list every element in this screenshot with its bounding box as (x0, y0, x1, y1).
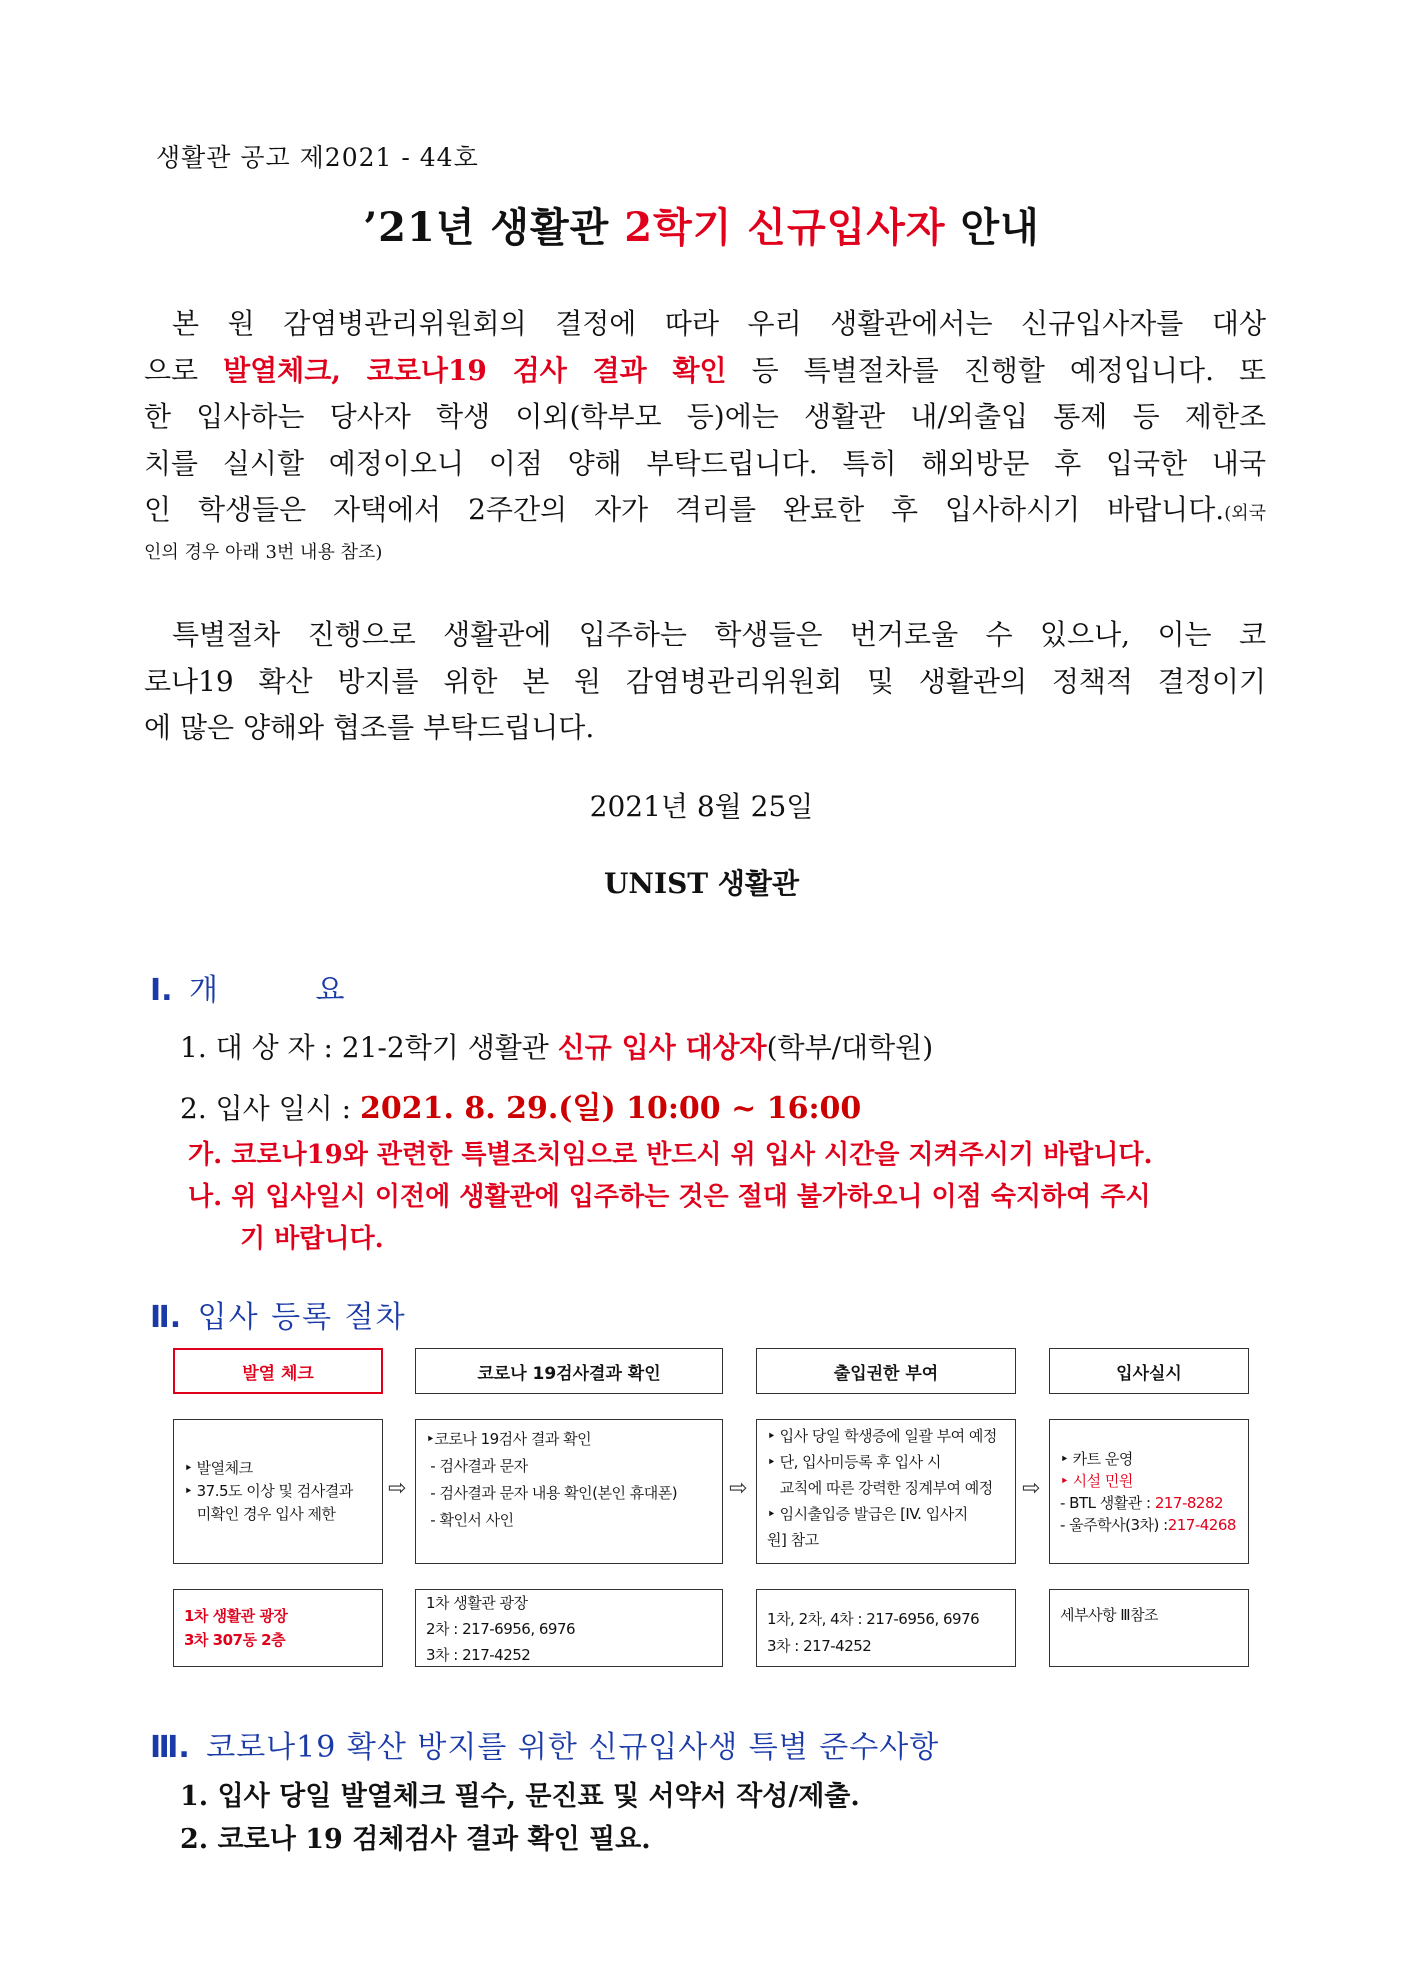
section-3-title: 코로나19 확산 방지를 위한 신규입사생 특별 준수사항 (206, 1730, 940, 1765)
step-2-location (415, 1589, 723, 1667)
location-line: 1차, 2차, 4차 : 217-6956, 6976 (767, 1610, 980, 1628)
target-suffix: (학부/대학원) (766, 1031, 934, 1064)
step-4-btl-phone: 217-8282 (1154, 1493, 1224, 1512)
policy-line-2: 로나19 확산 방지를 위한 본 원 감염병관리위원회 및 생활관의 정책적 결정이기 (144, 664, 1266, 698)
rule-item-2: 2. 코로나 19 검체검사 결과 확인 필요. (180, 1824, 651, 1855)
location-line: 3차 : 217-4252 (767, 1637, 872, 1655)
notice-date: 2021년 8월 25일 (589, 790, 814, 823)
intro-line-2c: 등 특별절차를 진행할 예정입니다. 또 (726, 353, 1266, 387)
section-1-heading (150, 965, 389, 1009)
location-line: 3차 307동 2층 (184, 1631, 286, 1649)
section-2-heading (150, 1292, 407, 1336)
section-1-title: 개 요 (189, 973, 389, 1008)
notice-number: 생활관 공고 제2021 - 44호 (156, 143, 479, 172)
intro-paragraph (144, 301, 1266, 568)
step-3-body (756, 1419, 1016, 1564)
step-3-line: ‣ 단, 입사미등록 후 입사 시 (767, 1453, 941, 1471)
title-part2: 2학기 신규입사자 (624, 204, 946, 251)
step-4-btl-label: - BTL 생활관 : (1060, 1493, 1155, 1512)
target-label: 1. 대 상 자 : 21-2학기 생활관 (180, 1031, 558, 1064)
step-4-btl (1060, 1492, 1236, 1514)
step-4-body (1049, 1419, 1249, 1564)
intro-line-2 (144, 348, 1266, 395)
schedule-label: 2. 입사 일시 : (180, 1092, 360, 1125)
location-line: 세부사항 Ⅲ참조 (1060, 1606, 1159, 1624)
step-4-ulju-label: - 울주학사(3차) : (1060, 1515, 1168, 1534)
step-2-line: - 확인서 사인 (426, 1511, 514, 1529)
intro-line-5a: 인 학생들은 자택에서 2주간의 자가 격리를 완료한 후 입사하시기 바랍니다. (144, 493, 1225, 526)
policy-line-1: 특별절차 진행으로 생활관에 입주하는 학생들은 번거로울 수 있으나, 이는 코 (172, 618, 1266, 651)
issuer: UNIST 생활관 (603, 867, 800, 900)
intro-line-4: 치를 실시할 예정이오니 이점 양해 부탁드립니다. 특히 해외방문 후 입국한 내국 (144, 446, 1266, 480)
step-4-facility: ‣ 시설 민원 (1060, 1471, 1133, 1490)
step-3-line: 원] 참고 (767, 1531, 819, 1549)
intro-line-5 (144, 487, 1266, 538)
title-part1: ’21년 생활관 (363, 204, 625, 251)
flow-arrow-icon: ⇨ (729, 1476, 748, 1501)
note-na-2: 기 바랍니다. (240, 1224, 384, 1254)
location-line: 1차 생활관 광장 (184, 1607, 288, 1625)
section-2-title: 입사 등록 절차 (197, 1300, 407, 1335)
step-3-line: ‣ 입사 당일 학생증에 일괄 부여 예정 (767, 1427, 997, 1445)
step-4-head: 입사실시 (1049, 1348, 1249, 1394)
rule-item-1: 1. 입사 당일 발열체크 필수, 문진표 및 서약서 작성/제출. (180, 1781, 860, 1812)
note-na-1: 나. 위 입사일시 이전에 생활관에 입주하는 것은 절대 불가하오니 이점 숙지하여 주시 (188, 1182, 1151, 1212)
step-3-head: 출입권한 부여 (756, 1348, 1016, 1394)
step-2-body (415, 1419, 723, 1564)
intro-line-6: 인의 경우 아래 3번 내용 참조) (144, 541, 383, 563)
intro-line-3: 한 입사하는 당사자 학생 이외(학부모 등)에는 생활관 내/외출입 통제 등 제한조 (144, 400, 1266, 433)
location-line: 3차 : 217-4252 (426, 1646, 531, 1664)
step-4-ulju (1060, 1514, 1236, 1536)
step-2-head: 코로나 19검사결과 확인 (415, 1348, 723, 1394)
step-1-location (173, 1589, 383, 1667)
step-4-location (1049, 1589, 1249, 1667)
step-4-ulju-phone: 217-4268 (1167, 1515, 1236, 1534)
step-2-line: - 검사결과 문자 (426, 1457, 528, 1475)
intro-line-2a: 으로 (144, 353, 224, 387)
section-3-heading (150, 1722, 939, 1766)
step-1-head: 발열 체크 (173, 1348, 383, 1394)
target-highlight: 신규 입사 대상자 (557, 1031, 767, 1064)
step-1-body (173, 1419, 383, 1564)
title-part3: 안내 (945, 204, 1040, 251)
step-1-line: ‣ 37.5도 이상 및 검사결과 (184, 1482, 353, 1500)
policy-paragraph (144, 612, 1266, 752)
flow-arrow-icon: ⇨ (1022, 1476, 1041, 1501)
schedule-datetime: 2021. 8. 29.(일) 10:00 ~ 16:00 (359, 1091, 862, 1126)
step-3-line: 교칙에 따른 강력한 징계부여 예정 (767, 1479, 993, 1497)
location-line: 2차 : 217-6956, 6976 (426, 1620, 576, 1638)
intro-highlight: 발열체크, 코로나19 검사 결과 확인 (223, 353, 727, 387)
step-2-line: - 검사결과 문자 내용 확인(본인 휴대폰) (426, 1484, 678, 1502)
schedule-item (180, 1083, 861, 1127)
step-3-line: ‣ 임시출입증 발급은 [IV. 입사지 (767, 1505, 968, 1523)
step-2-line: ‣코로나 19검사 결과 확인 (426, 1430, 592, 1448)
page-title (0, 196, 1403, 253)
intro-line-5b: (외국 (1224, 503, 1266, 524)
note-ga: 가. 코로나19와 관련한 특별조치임으로 반드시 위 입사 시간을 지켜주시기 바랍니다. (188, 1140, 1153, 1170)
step-1-line: 미확인 경우 입사 제한 (184, 1505, 336, 1523)
intro-line-1: 본 원 감염병관리위원회의 결정에 따라 우리 생활관에서는 신규입사자를 대상 (172, 307, 1266, 340)
section-3-number: Ⅲ. (150, 1730, 190, 1765)
section-2-number: Ⅱ. (150, 1300, 182, 1335)
location-line: 1차 생활관 광장 (426, 1594, 528, 1612)
step-3-location (756, 1589, 1016, 1667)
step-1-line: ‣ 발열체크 (184, 1459, 253, 1477)
step-4-cart: ‣ 카트 운영 (1060, 1449, 1133, 1468)
policy-line-3: 에 많은 양해와 협조를 부탁드립니다. (144, 711, 595, 744)
flow-arrow-icon: ⇨ (388, 1476, 407, 1501)
section-1-number: Ⅰ. (150, 973, 173, 1008)
target-item (180, 1026, 933, 1066)
